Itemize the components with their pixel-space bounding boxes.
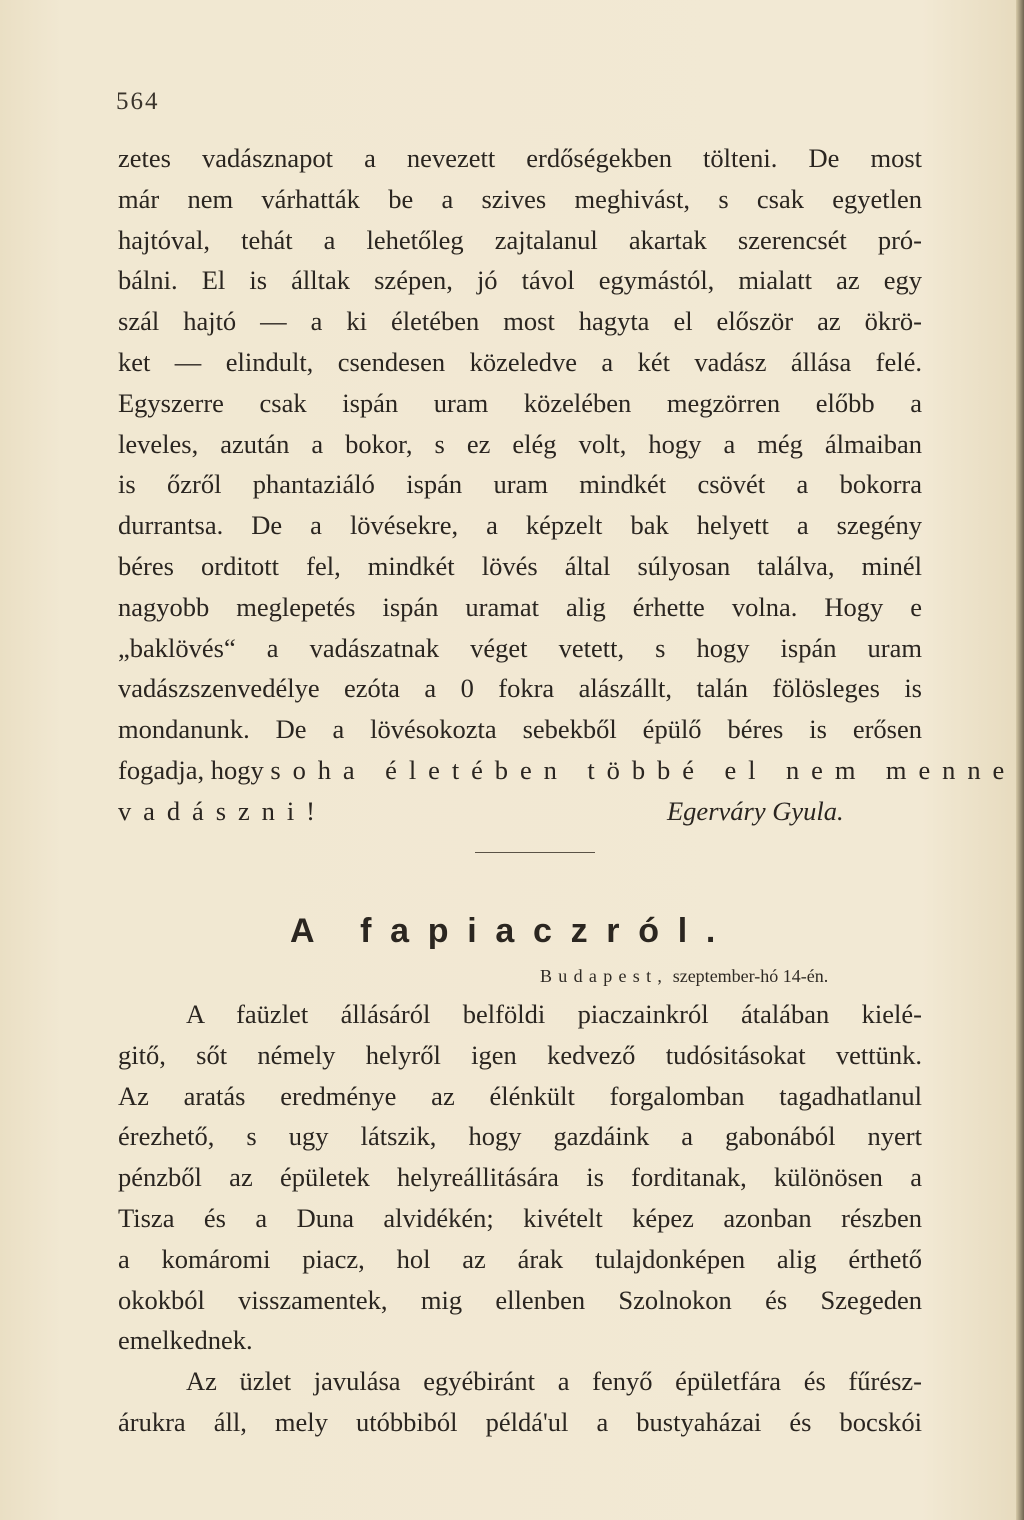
page-number: 564: [116, 88, 160, 115]
text-line: nagyobb meglepetés ispán uramat alig érhette volna. Hogy e: [118, 591, 922, 622]
spaced-emphasis: soha életében többé el nem menne: [270, 754, 1017, 785]
section-divider: [475, 852, 595, 853]
text-line: szál hajtó — a ki életében most hagyta el először az ökrö-: [118, 306, 922, 337]
text-line: [118, 750, 1017, 791]
text-line: okokból visszamentek, mig ellenben Szolnokon és Szegeden: [118, 1284, 922, 1315]
text-line: is őzről phantaziáló ispán uram mindkét csövét a bokorra: [118, 469, 922, 500]
spaced-emphasis: vadászni!: [118, 795, 327, 826]
article-hunting-story: [118, 138, 1017, 832]
text-line: hajtóval, tehát a lehetőleg zajtalanul akartak szerencsét pró-: [118, 224, 922, 255]
text-line: béres orditott fel, mindkét lövés által súlyosan találva, minél: [118, 550, 922, 581]
text-line: emelkednek.: [118, 1325, 253, 1356]
article-timber-market: [118, 994, 922, 1443]
text-line: vadászszenvedélye ezóta a 0 fokra alászállt, talán fölösleges is: [118, 673, 922, 704]
text-line: leveles, azután a bokor, s ez elég volt, hogy a még álmaiban: [118, 428, 922, 459]
text-line: durrantsa. De a lövésekre, a képzelt bak helyett a szegény: [118, 510, 922, 541]
text-line: mondanunk. De a lövésokozta sebekből épülő béres is erősen: [118, 714, 922, 745]
page-edge: [1016, 0, 1024, 1520]
dateline: [540, 966, 828, 987]
text-line: Az aratás eredménye az élénkült forgalomban tagadhatlanul: [118, 1080, 922, 1111]
text-line: bálni. El is álltak szépen, jó távol egymástól, mialatt az egy: [118, 265, 922, 296]
author-signature: Egerváry Gyula.: [667, 795, 844, 826]
text-line: Tisza és a Duna alvidékén; kivételt képez azonban részben: [118, 1202, 922, 1233]
text-line: ket — elindult, csendesen közeledve a két vadász állása felé.: [118, 346, 922, 377]
text-line: érezhető, s ugy látszik, hogy gazdáink a gabonából nyert: [118, 1121, 922, 1152]
text-line: Az üzlet javulása egyébiránt a fenyő épületfára és fűrész-: [186, 1366, 922, 1397]
text-line: „baklövés“ a vadászatnak véget vetett, s hogy ispán uram: [118, 632, 922, 663]
signature-line: [118, 791, 922, 832]
text-line: gitő, sőt némely helyről igen kedvező tudósitásokat vettünk.: [118, 1039, 922, 1070]
text-fragment: fogadja, hogy: [118, 754, 264, 785]
text-line: árukra áll, mely utóbbiból példá'ul a bustyaházai és bocskói: [118, 1406, 922, 1437]
text-line: már nem várhatták be a szives meghivást, s csak egyetlen: [118, 183, 922, 214]
text-line: a komáromi piacz, hol az árak tulajdonképen alig érthető: [118, 1243, 922, 1274]
text-line: Egyszerre csak ispán uram közelében megzörren előbb a: [118, 387, 922, 418]
dateline-city: Budapest,: [540, 966, 669, 986]
text-line: A faüzlet állásáról belföldi piaczainkról átalában kielé-: [186, 999, 922, 1029]
text-line: pénzből az épületek helyreállitására is forditanak, különösen a: [118, 1162, 922, 1193]
text-line: zetes vadásznapot a nevezett erdőségekben tölteni. De most: [118, 143, 922, 173]
dateline-date: szeptember-hó 14-én.: [672, 966, 829, 986]
article-title: A fapiaczról.: [290, 912, 734, 950]
